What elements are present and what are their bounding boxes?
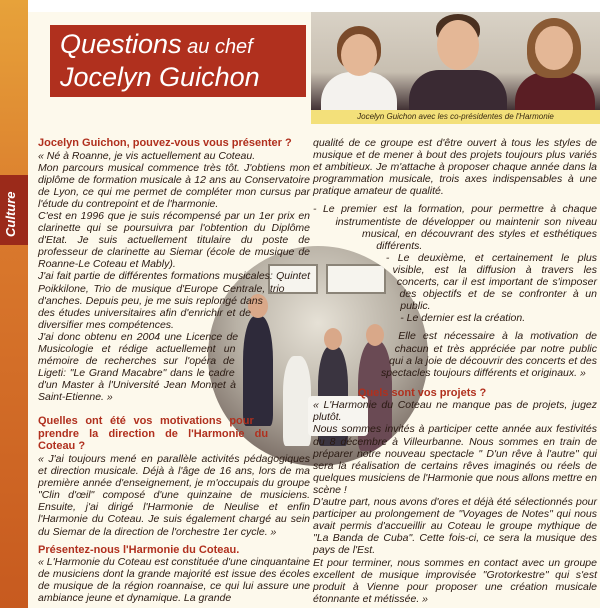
answer-4-para-2: Nous sommes invités à participer cette année aux festivités du 8 décembre à Villeurbanne. Nous sommes en train de préparer notre nouveau spectacle " D'un rêve à l'autre" qui sera la réalisation de certains rêves imaginés ou réels de quelques musiciens de l'Harmonie que nous allons mettre en scène ! xyxy=(313,423,597,496)
title-questions: Questions xyxy=(60,29,182,59)
article-title xyxy=(50,25,306,97)
section-strip xyxy=(0,0,28,608)
photo-caption: Jocelyn Guichon avec les co-présidentes de l'Harmonie xyxy=(311,110,600,124)
person-center xyxy=(409,12,507,112)
answer-3: « L'Harmonie du Coteau est constituée d'une cinquantaine de musiciens dont la grande majorité est issue des écoles de musique de la région roannaise, ce qui lui assure une ambiance jeune et dynamique. La grande xyxy=(38,556,310,605)
answer-1-para-2: Mon parcours musical commence très tôt. J'obtiens mon diplôme de formation musicale à 12 ans au Conservatoire de Lyon, ce qui me permet de compléter mon cursus par l'étude du contrepoint et de l'harmonie. xyxy=(38,161,310,210)
answer-1-para-3: C'est en 1996 que je suis récompensé par un 1er prix en clarinette qui se poursuivra par l'obtention du Diplôme d'Etat. Je suis actuellement titulaire du poste de professeur de clarinette au Siemar (école de musique de Roanne-Le Coteau et Mably). xyxy=(38,209,310,271)
section-label: Culture xyxy=(3,191,18,237)
person-left xyxy=(319,12,399,112)
title-au-chef: au chef xyxy=(181,36,253,58)
question-1: Jocelyn Guichon, pouvez-vous vous présenter ? xyxy=(38,137,292,149)
top-band xyxy=(0,0,600,12)
answer-2: « J'ai toujours mené en parallèle activités pédagogiques et direction musicale. Déjà à l'âge de 16 ans, lors de ma première année d'enseignement, je m'occupais du groupe "Clin d'œil" composé d'une quinzaine de musiciens. Ensuite, j'ai dirigé l'Harmonie de Neulise et enfin l'Harmonie du Coteau. Je suis également chargé au sein du Siemar de la direction de l'orchestre 1er cycle. » xyxy=(38,452,310,538)
title-name: Jocelyn Guichon xyxy=(60,62,260,92)
axis-1: - Le premier est la formation, pour permettre à chaque instrumentiste de développer ou maintenir son niveau musical, en découvrant des styles et esthétiques différents. xyxy=(313,203,597,252)
answer-4-para-4: Et pour terminer, nous sommes en contact avec un groupe excellent de musique improvisée "Grotorkestre" qui s'est produit à Vienne pour proposer une création musicale étonnante et métissée. » xyxy=(313,556,597,605)
question-3: Présentez-nous l'Harmonie du Coteau. xyxy=(38,543,240,556)
answer-4-para-1: « L'Harmonie du Coteau ne manque pas de projets, jugez plutôt. xyxy=(313,399,597,424)
right-column xyxy=(313,137,597,605)
question-4: Quels sont vos projets ? xyxy=(357,386,487,399)
section-tab xyxy=(0,175,28,245)
axis-2: - Le deuxième, et certainement le plus visible, est la diffusion à travers les concerts, car il est important de s'imposer des objectifs et de se confronter à un public. xyxy=(385,251,597,313)
person-right xyxy=(511,12,597,112)
answer-1-para-5: J'ai donc obtenu en 2004 une Licence de Musicologie et rédige actuellement un mémoire de recherches sur l'opéra de Ligeti: "Le Grand Macabre" dans le cadre d'un Master à l'Université Jean Monnet à Saint-Etienne. » xyxy=(38,330,239,404)
axis-3: - Le dernier est la création. xyxy=(400,312,526,325)
answer-3-end: Elle est nécessaire à la motivation de chacun et très appréciée par notre public qui a la joie de découvrir des concerts et des spectacles toujours différents et originaux. » xyxy=(380,330,597,379)
portrait-photo xyxy=(311,12,600,112)
answer-3-continued: qualité de ce groupe est d'être ouvert à tous les styles de musique et de mener à bout des projets toujours plus variés et ambitieux. Je m'attache à proposer chaque année dans la programmation musicale, trois axes indispensables à une pratique amateur de qualité. xyxy=(313,137,597,198)
answer-4-para-3: D'autre part, nous avons d'ores et déjà été sélectionnés pour participer au prolongement de "Voyages de Notes" qui nous avait permis d'accueillir au Coteau le groupe mythique de "La Banda de Cuba". Cette fois-ci, ce sera la musique des pays de l'Est. xyxy=(313,496,597,557)
answer-1-para-1: « Né à Roanne, je vis actuellement au Coteau. xyxy=(38,149,256,162)
answer-1-para-4: J'ai fait partie de différentes formations musicales: Quintet Poikkilone, Trio de musique d'Europe Centrale, trio d'anches. Depuis peu, je me suis replongé dans des études universitaires afin d'enrichir et de diversifier mes compétences. xyxy=(38,270,310,331)
left-column xyxy=(38,137,310,605)
question-2: Quelles ont été vos motivations pour prendre la direction de l'Harmonie du Coteau ? xyxy=(38,415,269,453)
